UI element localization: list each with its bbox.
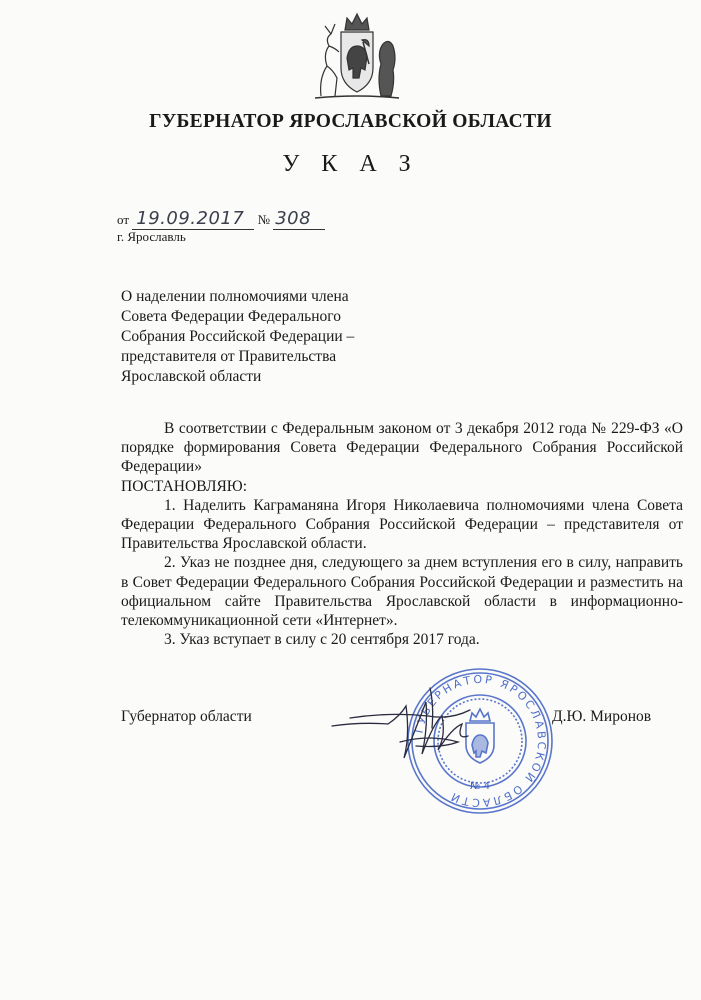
decree-date: 19.09.2017 xyxy=(132,208,254,230)
org-title: ГУБЕРНАТОР ЯРОСЛАВСКОЙ ОБЛАСТИ xyxy=(149,111,552,132)
date-prefix: от xyxy=(117,212,130,227)
handwritten-signature-icon xyxy=(330,676,550,766)
document-type: У К А З xyxy=(282,151,419,177)
signatory-title: Губернатор области xyxy=(121,708,252,725)
decree-number: 308 xyxy=(273,208,325,230)
decree-item-2: 2. Указ не позднее дня, следующего за днем вступления его в силу, направить в Совет Федерации Федерального Собрания Российской Федерации и разместить на официальном сайте Правительства Ярославской области в информационно-телекоммуникационной сети «Интернет». xyxy=(121,554,683,630)
decree-word: ПОСТАНОВЛЯЮ: xyxy=(121,477,248,495)
number-prefix: № xyxy=(257,212,270,227)
city: г. Ярославль xyxy=(117,229,186,244)
subject-line: О наделении полномочиями члена xyxy=(121,288,349,305)
decree-body xyxy=(121,419,683,649)
subject-line: Совета Федерации Федерального xyxy=(121,308,342,325)
subject-line: Ярославской области xyxy=(121,368,262,385)
decree-subject xyxy=(121,287,391,387)
stamp-text: ГУБЕРНАТОР ЯРОСЛАВСКОЙ ОБЛАСТИ xyxy=(412,672,549,810)
coat-of-arms-icon xyxy=(307,8,407,106)
date-number-line xyxy=(117,208,325,230)
stamp-number: № 4 xyxy=(470,781,490,792)
signatory-name: Д.Ю. Миронов xyxy=(552,708,652,725)
decree-item-1: 1. Наделить Каграманяна Игоря Николаевича полномочиями члена Совета Федерации Федерального Собрания Российской Федерации – представителя от Правительства Ярославской области. xyxy=(121,496,683,553)
preamble-paragraph: В соответствии с Федеральным законом от 3 декабря 2012 года № 229-ФЗ «О порядке формирования Совета Федерации Федерального Собрания Российской Федерации» xyxy=(121,420,683,476)
decree-item-3: 3. Указ вступает в силу с 20 сентября 2017 года. xyxy=(164,631,480,649)
subject-line: Собрания Российской Федерации – xyxy=(121,328,355,345)
subject-line: представителя от Правительства xyxy=(121,348,337,365)
